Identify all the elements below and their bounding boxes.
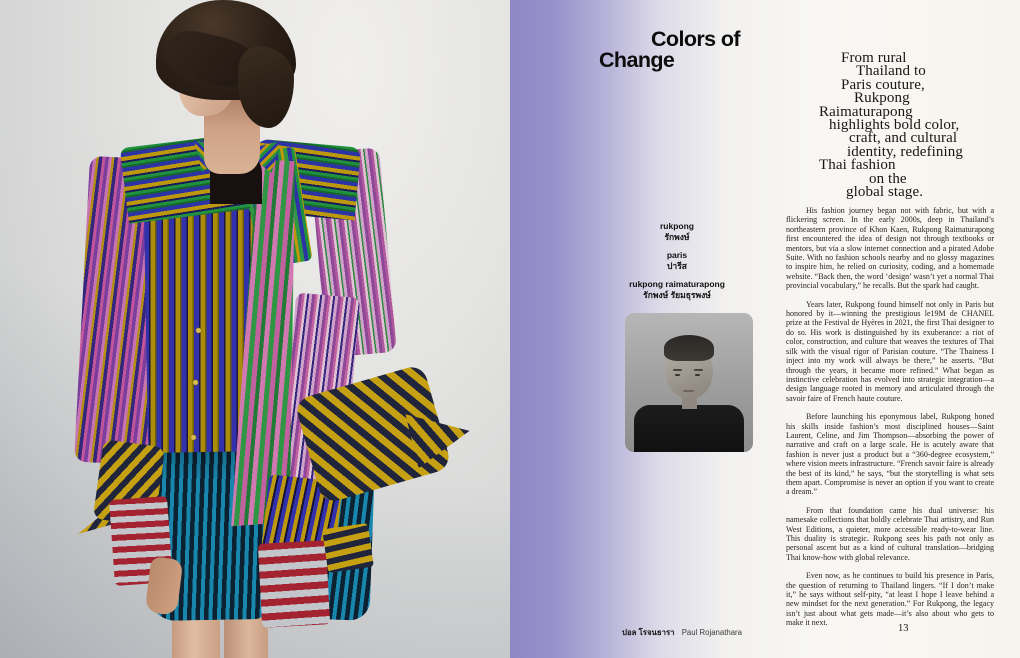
pull-quote-line: identity, redefining	[847, 143, 963, 160]
article-paragraph: Years later, Rukpong found himself not only in Paris but honored by it—winning the prestigious le19M de CHANEL prize at the Festival de Hyères in 2021, the first Thai designer to do so. His work is distinguished by its exuberance: a riot of color, construction, and culture that weaves the textures of Thai silk with the visual rigor of Parisian couture. “The Thainess I inject into my work will always be there,” he asserts. “But through the years, it became more refined.” What began as instinctive celebration has evolved into strategic integration—a design language rooted in memory and articulated through the savoir faire of French haute couture.	[786, 299, 994, 403]
designer-labels	[602, 221, 752, 308]
pull-quote-line: highlights bold color,	[829, 117, 960, 134]
pull-quote-line: Rukpong	[854, 90, 910, 107]
label-group-fullname	[602, 279, 752, 300]
author-credit-thai: ปอล โรจนธารา	[622, 628, 675, 637]
label-group-city	[602, 250, 752, 271]
pull-quote-line: Paris couture,	[841, 76, 925, 93]
pull-quote	[809, 52, 1004, 199]
article-paragraph: From that foundation came his dual universe: his namesake collections that boldly celebrate Thai artistry, and Run West Editions, a quieter, more accessible ready-to-wear line. This duality is strategic. Rukpong sees his path not only as personal ascent but as a kind of cultural translation—bridging Thai know-how with global relevance.	[786, 505, 994, 562]
label-city-th: ปารีส	[667, 260, 687, 271]
pull-quote-line: global stage.	[846, 184, 924, 201]
red-striped-band-right	[258, 540, 330, 627]
portrait-torso	[634, 405, 744, 452]
page-title	[599, 29, 740, 70]
portrait-hair	[664, 335, 714, 361]
label-group-name	[602, 221, 752, 242]
shirt-button	[196, 328, 201, 333]
article-body	[786, 206, 994, 637]
pull-quote-line: on the	[869, 170, 907, 187]
label-fullname-th: รักพงษ์ รัยมธุรพงษ์	[643, 289, 711, 300]
page-title-line1: Colors of	[651, 27, 740, 51]
pull-quote-line: craft, and cultural	[849, 130, 958, 147]
pull-quote-line: From rural	[841, 50, 907, 66]
pull-quote-line: Raimaturapong	[819, 103, 913, 120]
article-paragraph: Even now, as he continues to build his presence in Paris, the question of returning to Thailand lingers. “If I don’t make it,” he says without self-pity, “at least I hope I leave behind a new mindset for the next generation.” For Rukpong, the legacy isn’t just about what gets made—it’s also about who gets to make it next.	[786, 571, 994, 628]
author-credit	[622, 627, 742, 639]
pull-quote-line: Thailand to	[856, 63, 926, 80]
label-name-th: รักพงษ์	[664, 231, 690, 242]
author-credit-english: Paul Rojanathara	[681, 628, 742, 637]
portrait-eyebrow	[673, 369, 682, 371]
portrait-eyebrow	[694, 369, 703, 371]
article-paragraph: Before launching his eponymous label, Rukpong honed his skills inside fashion’s most disciplined houses—Saint Laurent, Celine, and Jim Thompson—absorbing the power of narrative and craft on a large scale. He is acutely aware that fashion is never just a product but a “360-degree ecosystem,” where vision meets infrastructure. “French savoir faire is already the best of its kind,” he says, “but the storytelling is what sets them apart. Compromise is never an option if you want to create a dream.”	[786, 412, 994, 497]
pull-quote-line: Thai fashion	[819, 157, 896, 174]
label-fullname-en: rukpong raimaturapong	[629, 279, 725, 289]
designer-portrait-photo	[625, 313, 753, 452]
shirt-button	[191, 435, 196, 440]
cuff-fold-right	[322, 523, 374, 573]
portrait-eye	[695, 374, 700, 376]
page-title-line2: Change	[599, 47, 675, 72]
page-number: 13	[898, 623, 909, 634]
label-city-en: paris	[666, 250, 688, 260]
article-paragraph: His fashion journey began not with fabric, but with a flickering screen. In the early 2000s, deep in Thailand’s northeastern province of Khon Kaen, Rukpong Raimaturapong first encountered the idea of design not through textbooks or mentors, but via a slow internet connection and a pirated Adobe Suite. With no fashion schools nearby and no glossy magazines to inspire him, he relied on curiosity, coding, and a homemade website. “Back then, the word ‘design’ wasn’t yet a normal Thai provincial vocabulary,” he recalls. But the spark had caught.	[786, 206, 994, 291]
shirt-button	[193, 380, 198, 385]
portrait-eye	[675, 374, 680, 376]
label-name-en: rukpong	[660, 221, 694, 231]
editorial-page	[510, 0, 1020, 658]
portrait-mouth	[683, 390, 694, 392]
